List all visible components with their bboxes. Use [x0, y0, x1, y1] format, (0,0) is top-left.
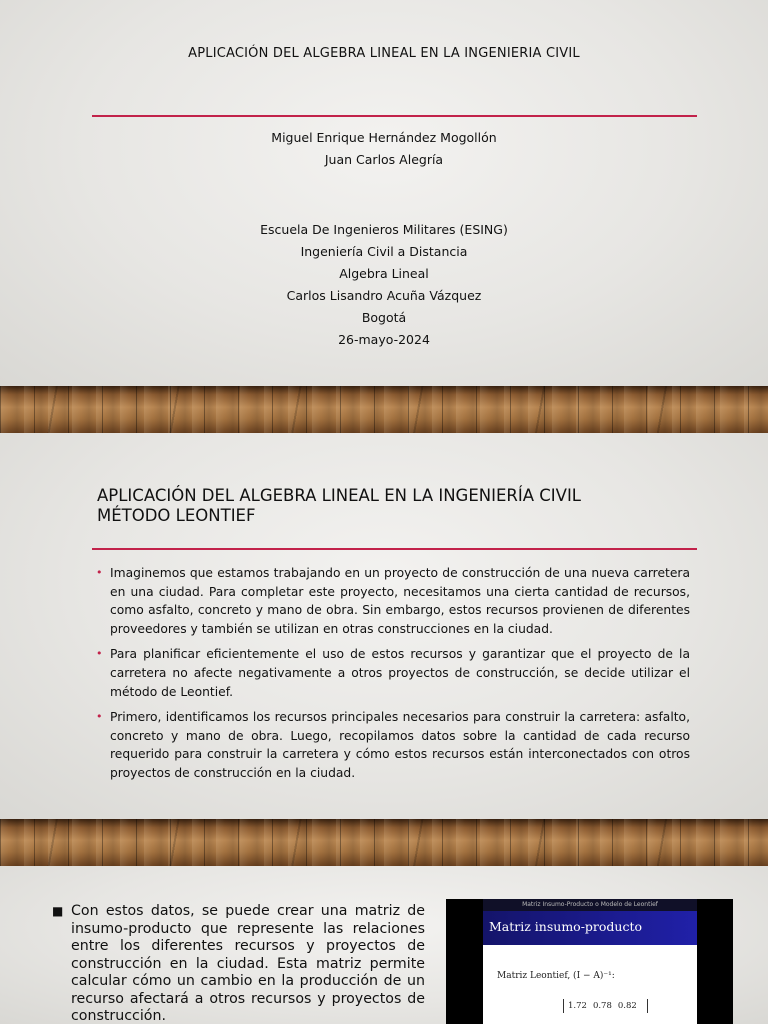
bullet-text: Con estos datos, se puede crear una matriz de insumo-producto que represente las relaciones entre los diferentes recursos y proyectos de construcción en la ciudad. Esta matriz permite calcular cómo un cambio en la producción de un recurso afectará a otros recursos y proyectos de construcción.: [71, 903, 425, 1024]
presentation-title: APLICACIÓN DEL ALGEBRA LINEAL EN LA INGENIERIA CIVIL: [188, 46, 580, 61]
date-line: 26-mayo-2024: [338, 332, 430, 347]
wood-floor-band: [0, 386, 768, 433]
city-line: Bogotá: [361, 310, 407, 325]
leontief-intro-slide: [0, 433, 768, 819]
list-item: [96, 708, 690, 782]
author-name: Juan Carlos Alegría: [324, 152, 444, 167]
leontief-matrix: [563, 999, 648, 1013]
leontief-formula: Matriz Leontief, (I − A)⁻¹:: [497, 971, 615, 981]
professor-line: Carlos Lisandro Acuña Vázquez: [286, 288, 482, 303]
bullet-list: [96, 564, 690, 790]
author-name: Miguel Enrique Hernández Mogollón: [271, 130, 497, 145]
institution-block: [0, 219, 768, 351]
title-slide: [0, 0, 768, 386]
bullet-text: Para planificar eficientemente el uso de estos recursos y garantizar que el proyecto de la carretera no afecte negativamente a otros proyectos de construcción, se decide utilizar el método de Leontief.: [110, 647, 690, 699]
list-item: [96, 645, 690, 701]
course-line: Algebra Lineal: [339, 266, 429, 281]
authors-block: [0, 127, 768, 171]
title-divider: [92, 115, 697, 117]
bullet-dot-icon: •: [96, 647, 103, 661]
matrix-cell: 1.72: [568, 1001, 587, 1011]
list-item: [52, 903, 425, 1024]
slide-heading: [97, 486, 697, 526]
program-line: Ingeniería Civil a Distancia: [300, 244, 468, 259]
wood-floor-band: [0, 819, 768, 866]
matrix-cell: 0.82: [617, 1001, 637, 1011]
heading-line: MÉTODO LEONTIEF: [97, 506, 256, 525]
bullet-dot-icon: •: [96, 710, 103, 724]
thumbnail-header: Matriz Insumo-Producto o Modelo de Leontief: [483, 899, 697, 911]
matrix-slide-thumbnail: [483, 899, 697, 1024]
heading-divider: [92, 548, 697, 550]
heading-line: APLICACIÓN DEL ALGEBRA LINEAL EN LA INGENIERÍA CIVIL: [97, 486, 582, 505]
matrix-slide: [0, 866, 768, 1024]
institution-line: Escuela De Ingenieros Militares (ESING): [260, 222, 508, 237]
matrix-cell: 0.78: [592, 1001, 612, 1011]
bullet-text: Primero, identificamos los recursos principales necesarios para construir la carretera: asfalto, concreto y mano de obra. Luego, recopilamos datos sobre la cantidad de cada recurso requerido para construir la carretera y cómo estos recursos están interconectados con otros proyectos de construcción en la ciudad.: [110, 710, 690, 780]
thumbnail-title: Matriz insumo-producto: [489, 919, 643, 934]
bullet-text: Imaginemos que estamos trabajando en un proyecto de construcción de una nueva carretera en una ciudad. Para completar este proyecto, necesitamos una cierta cantidad de recursos, como asfalto, concreto y mano de obra. Sin embargo, estos recursos provienen de diferentes proveedores y también se utilizan en otras construcciones en la ciudad.: [110, 566, 690, 636]
thumbnail-title-band: [483, 911, 697, 945]
list-item: [96, 564, 690, 638]
matrix-screenshot-image: [446, 899, 733, 1024]
square-bullet-icon: ■: [52, 904, 64, 918]
bullet-dot-icon: •: [96, 566, 103, 579]
